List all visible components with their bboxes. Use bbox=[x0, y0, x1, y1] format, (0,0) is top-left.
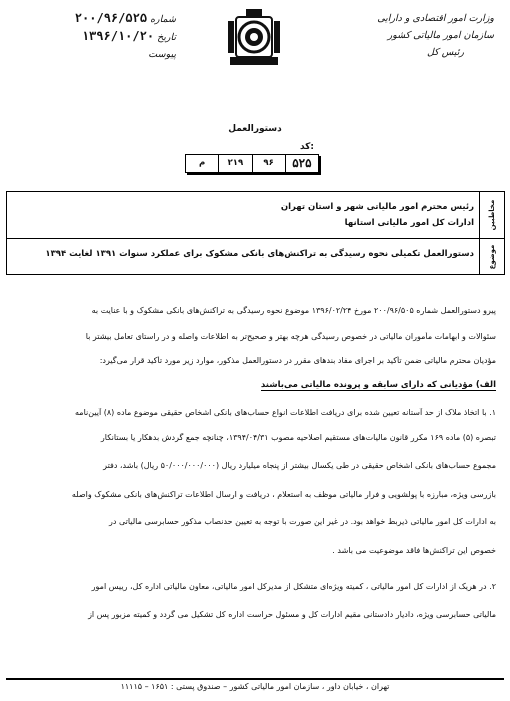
item1-line: بازرسی ویژه، مبارزه با پولشویی و فرار مالیاتی موظف به استعلام ، دریافت و ارسال اطلاعات تراکنش‌های بانکی مشکوک واصله bbox=[71, 490, 496, 499]
org-head: رئیس کل bbox=[427, 47, 464, 58]
section-a-heading: الف) مؤدیانی که دارای سابقه و پرونده مالیاتی می‌باشند bbox=[260, 380, 496, 390]
code-cell: ۲۱۹ bbox=[218, 155, 251, 172]
recipients-row bbox=[7, 192, 504, 239]
reference-block bbox=[16, 10, 176, 63]
org-ministry: وزارت امور اقتصادی و دارایی bbox=[377, 13, 494, 24]
org-agency: سازمان امور مالیاتی کشور bbox=[387, 30, 494, 41]
intro-line-3: مؤدیان محترم مالیاتی ضمن تأکید بر اجرای مفاد بندهای مقرر در دستورالعمل مذکور، موارد زیر مورد تأکید قرار می‌گیرد: bbox=[99, 356, 496, 365]
item1-line: مجموع حساب‌های بانکی اشخاص حقیقی در طی یکسال بیشتر از پنجاه میلیارد ریال (۵۰/۰۰۰/۰۰۰/۰۰۰ ریال) باشد، دفتر bbox=[103, 461, 496, 470]
recipient-line-2: ادارات کل امور مالیاتی استانها bbox=[344, 218, 474, 228]
number-label: شماره bbox=[150, 14, 176, 25]
item1-line: ۱. با اتخاذ ملاک از حد آستانه تعیین شده برای دریافت اطلاعات انواع حساب‌های بانکی اشخاص حقیقی موضوع ماده (۸) آیین‌نامه bbox=[75, 408, 496, 417]
item2-line: مالیاتی حسابرسی ویژه، دادیار دادستانی مقیم ادارات کل و مسئول حراست اداره کل تشکیل می گردد و کمیته مزبور پس از bbox=[88, 610, 496, 619]
code-box bbox=[185, 154, 319, 173]
subject-text: دستورالعمل تکمیلی نحوه رسیدگی به تراکنش‌های بانکی مشکوک برای عملکرد سنوات ۱۳۹۱ لغایت ۱۳۹۴ bbox=[45, 249, 474, 259]
recipients-label: مخاطبین bbox=[488, 199, 496, 231]
letter-number: ۲۰۰/۹۶/۵۲۵ bbox=[74, 11, 148, 25]
document-title: دستورالعمل bbox=[228, 124, 282, 134]
intro-line-2: سئوالات و ابهامات مأموران مالیاتی در خصوص رسیدگی هرچه بهتر و صحیح‌تر به اطلاعات واصله و در راستای تعامل بیشتر با bbox=[85, 332, 496, 341]
date-label: تاریخ bbox=[157, 32, 176, 43]
item1-line: تبصره (۵) ماده ۱۶۹ مکرر قانون مالیات‌های مستقیم اصلاحیه مصوب ۱۳۹۴/۰۴/۳۱، چنانچه جمع گردش بدهکار یا بستانکار bbox=[100, 433, 496, 442]
subject-label: موضوع bbox=[488, 244, 496, 269]
footer-divider bbox=[6, 678, 504, 680]
code-cell: ۹۶ bbox=[252, 155, 285, 172]
org-header bbox=[344, 10, 494, 61]
letter-date: ۱۳۹۶/۱۰/۲۰ bbox=[81, 29, 155, 43]
code-cell: م bbox=[199, 158, 206, 168]
code-cell: ۵۲۵ bbox=[285, 155, 318, 172]
emblem-logo bbox=[226, 7, 282, 67]
intro-line-1: پیرو دستورالعمل شماره ۲۰۰/۹۶/۵۰۵ مورخ ۱۳۹۶/۰۲/۲۴ موضوع نحوه رسیدگی به تراکنش‌های بانکی مشکوک و با عنایت به bbox=[91, 306, 496, 315]
subject-row bbox=[7, 239, 504, 274]
item2-line: ۲. در هریک از ادارات کل امور مالیاتی ، کمیته ویژه‌ای متشکل از مدیرکل امور مالیاتی، معاون مالیاتی اداره کل، رییس امور bbox=[91, 582, 496, 591]
item1-line: خصوص این تراکنش‌ها فاقد موضوعیت می باشد . bbox=[332, 546, 496, 555]
recipient-line-1: رئیس محترم امور مالیاتی شهر و استان تهران bbox=[280, 202, 474, 212]
code-label: کد: bbox=[299, 142, 314, 152]
footer-address: تهران ، خیابان داور ، سازمان امور مالیاتی کشور – صندوق پستی : ۱۶۵۱ – ۱۱۱۱۵ bbox=[120, 682, 390, 691]
item1-line: به ادارات کل امور مالیاتی ذیربط خواهد بود. در غیر این صورت با توجه به تعیین حدنصاب مذکور حسابرسی مالیاتی در bbox=[109, 517, 496, 526]
attachment-label: پیوست bbox=[148, 49, 176, 60]
addressee-box bbox=[6, 191, 505, 275]
